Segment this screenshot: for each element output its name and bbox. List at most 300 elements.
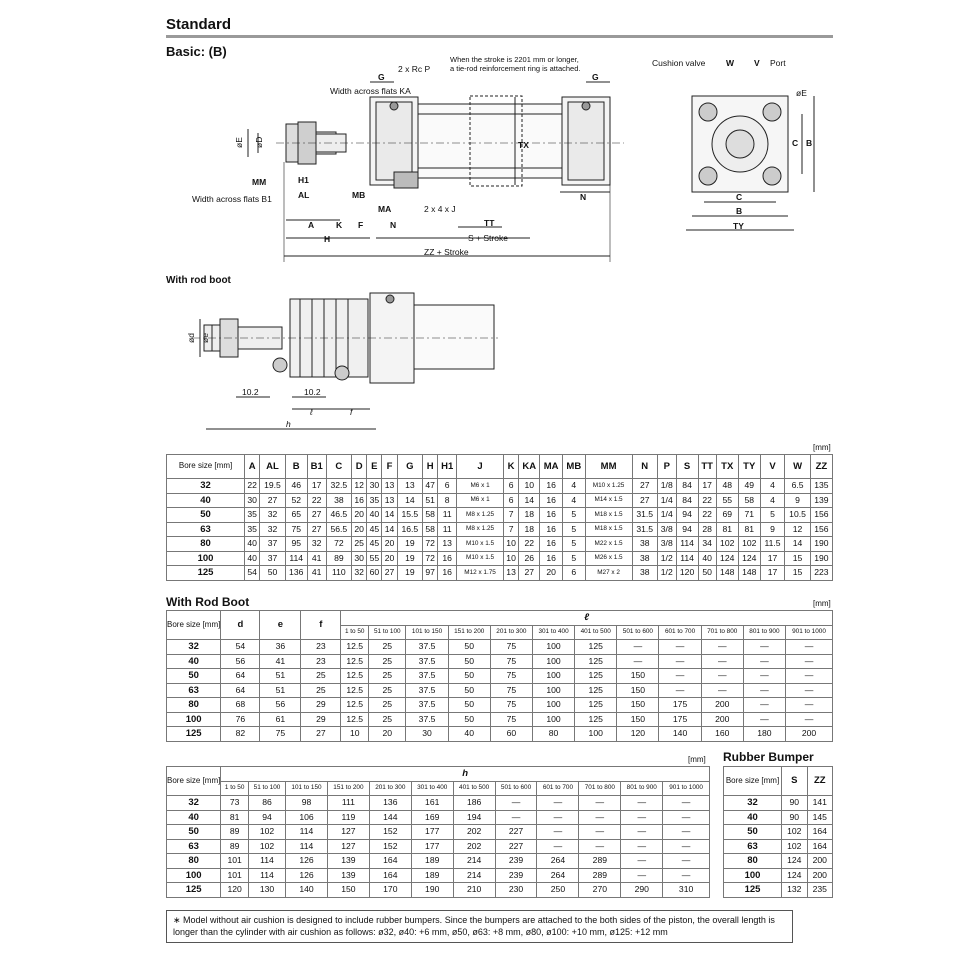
table-cell: 12.5	[341, 654, 369, 669]
label-ka: Width across flats KA	[330, 86, 411, 96]
table-cell: 89	[221, 839, 249, 854]
table-cell: 32	[307, 537, 326, 552]
table-row	[167, 839, 710, 854]
table-row	[167, 508, 833, 523]
table-cell: 190	[810, 551, 832, 566]
table-cell: 4	[562, 479, 585, 494]
table-cell: 13	[382, 493, 397, 508]
table-cell: 51	[260, 683, 301, 698]
table-cell: 47	[423, 479, 438, 494]
table-cell: 60	[367, 566, 382, 581]
h-header: h	[221, 767, 710, 782]
table-cell: —	[621, 825, 663, 840]
table-cell: 214	[453, 854, 495, 869]
h-range-header: 801 to 900	[621, 781, 663, 796]
table-cell: 102	[782, 839, 808, 854]
main-col-header-k: K	[504, 455, 519, 479]
table-cell: 189	[411, 854, 453, 869]
table-cell: 12	[352, 479, 367, 494]
table-cell: 239	[495, 854, 537, 869]
table-cell: 20	[382, 551, 397, 566]
main-col-header-a: A	[245, 455, 260, 479]
table-cell: 22	[245, 479, 260, 494]
table-cell: 27	[301, 727, 341, 742]
table-cell: 98	[286, 796, 328, 811]
table-cell: —	[701, 640, 743, 655]
table-cell: —	[743, 712, 785, 727]
table-cell: —	[537, 796, 579, 811]
table-cell: 50	[448, 698, 490, 713]
table-cell: 49	[738, 479, 760, 494]
table-cell: 14	[382, 522, 397, 537]
table-cell: 29	[301, 698, 341, 713]
table-cell: 290	[621, 883, 663, 898]
main-col-header-al: AL	[260, 455, 285, 479]
bore-cell: 80	[167, 854, 221, 869]
table-cell: 20	[369, 727, 406, 742]
table-cell: 140	[659, 727, 701, 742]
table-cell: 160	[701, 727, 743, 742]
table-cell: 69	[716, 508, 738, 523]
table-cell: 106	[286, 810, 328, 825]
bumper-zz-header: ZZ	[807, 767, 833, 796]
table-cell: 55	[716, 493, 738, 508]
table-cell: M6 x 1	[457, 493, 504, 508]
h-range-header: 601 to 700	[537, 781, 579, 796]
table-cell: —	[663, 868, 710, 883]
table-cell: —	[786, 640, 833, 655]
table-cell: 189	[411, 868, 453, 883]
table-cell: 152	[369, 825, 411, 840]
table-cell: 264	[537, 868, 579, 883]
rod-boot-label: With rod boot	[166, 275, 231, 286]
table-cell: 136	[285, 566, 307, 581]
table-cell: M18 x 1.5	[585, 508, 632, 523]
table-cell: —	[786, 669, 833, 684]
table-cell: —	[663, 796, 710, 811]
table-cell: 19	[397, 551, 422, 566]
table-cell: 110	[326, 566, 351, 581]
table-cell: 5	[760, 508, 785, 523]
main-col-header-s: S	[676, 455, 698, 479]
bore-cell: 100	[167, 551, 245, 566]
bore-cell: 125	[167, 727, 221, 742]
table-cell: 94	[676, 522, 698, 537]
table-cell: 22	[698, 508, 716, 523]
table-cell: 120	[676, 566, 698, 581]
table-cell: —	[743, 683, 785, 698]
main-col-header-d: D	[352, 455, 367, 479]
table-cell: —	[701, 683, 743, 698]
table-cell: 37.5	[406, 712, 448, 727]
table-cell: 1/8	[657, 479, 676, 494]
table-cell: 164	[807, 839, 833, 854]
table-cell: 230	[495, 883, 537, 898]
table-cell: M14 x 1.5	[585, 493, 632, 508]
table-cell: 102	[248, 825, 285, 840]
table-cell: —	[786, 654, 833, 669]
table-cell: 31.5	[632, 508, 657, 523]
table-cell: 54	[221, 640, 260, 655]
table-row	[167, 640, 833, 655]
rod-boot-table-unit: [mm]	[813, 599, 831, 608]
table-cell: 89	[326, 551, 351, 566]
table-cell: 30	[367, 479, 382, 494]
table-cell: 19	[397, 537, 422, 552]
table-cell: 89	[221, 825, 249, 840]
table-cell: —	[659, 683, 701, 698]
label-ma: MA	[378, 204, 392, 214]
bore-cell: 125	[724, 883, 782, 898]
table-cell: 13	[382, 479, 397, 494]
table-cell: 1/2	[657, 551, 676, 566]
table-row	[724, 868, 833, 883]
table-cell: 111	[327, 796, 369, 811]
label-b-bottom: B	[736, 206, 743, 216]
table-cell: 8	[438, 493, 457, 508]
label-oe: øE	[234, 137, 244, 148]
main-col-header-n: N	[632, 455, 657, 479]
h-range-header: 501 to 600	[495, 781, 537, 796]
rod-boot-range-header: 801 to 900	[743, 625, 785, 640]
table-cell: 16	[540, 508, 563, 523]
main-col-header-p: P	[657, 455, 676, 479]
table-cell: 41	[260, 654, 301, 669]
table-cell: 50	[448, 712, 490, 727]
table-cell: 54	[245, 566, 260, 581]
main-col-header-f: F	[382, 455, 397, 479]
table-cell: M18 x 1.5	[585, 522, 632, 537]
table-cell: 214	[453, 868, 495, 883]
rod-boot-range-header: 301 to 400	[532, 625, 574, 640]
table-cell: —	[617, 654, 659, 669]
table-cell: 120	[617, 727, 659, 742]
table-cell: 37	[260, 551, 285, 566]
table-cell: 13	[438, 537, 457, 552]
h-bore-header: Bore size [mm]	[167, 767, 221, 796]
label-c-bottom: C	[736, 192, 743, 202]
main-col-header-mm: MM	[585, 455, 632, 479]
basic-cylinder-drawing	[180, 52, 840, 270]
table-cell: 289	[579, 868, 621, 883]
bore-cell: 125	[167, 566, 245, 581]
table-cell: 19	[397, 566, 422, 581]
table-cell: 58	[423, 508, 438, 523]
table-cell: 50	[448, 683, 490, 698]
table-cell: 124	[782, 854, 808, 869]
table-cell: 75	[490, 654, 532, 669]
table-cell: 38	[632, 537, 657, 552]
table-cell: 41	[307, 551, 326, 566]
table-cell: —	[537, 810, 579, 825]
table-cell: 10	[504, 551, 519, 566]
table-row	[167, 727, 833, 742]
rod-boot-range-header: 901 to 1000	[786, 625, 833, 640]
table-cell: 114	[248, 854, 285, 869]
table-cell: 75	[490, 712, 532, 727]
label-zz-stroke: ZZ + Stroke	[424, 247, 469, 257]
table-cell: 40	[367, 508, 382, 523]
table-cell: M12 x 1.75	[457, 566, 504, 581]
table-cell: 75	[260, 727, 301, 742]
table-cell: M10 x 1.25	[585, 479, 632, 494]
table-cell: 164	[807, 825, 833, 840]
table-cell: 17	[307, 479, 326, 494]
table-cell: 90	[782, 810, 808, 825]
table-cell: 5	[562, 522, 585, 537]
rod-boot-range-header: 1 to 50	[341, 625, 369, 640]
main-col-header-h1: H1	[438, 455, 457, 479]
label-al: AL	[298, 190, 310, 200]
rod-boot-f-header: f	[301, 611, 341, 640]
label-l: ℓ	[310, 407, 313, 417]
table-cell: 6	[504, 493, 519, 508]
rod-boot-d-header: d	[221, 611, 260, 640]
table-cell: 75	[490, 640, 532, 655]
table-cell: —	[495, 810, 537, 825]
table-cell: 150	[617, 698, 659, 713]
label-od-boot: ød	[186, 333, 196, 343]
table-cell: 13	[504, 566, 519, 581]
table-row	[724, 839, 833, 854]
table-cell: 12.5	[341, 683, 369, 698]
h-range-header: 401 to 500	[453, 781, 495, 796]
table-cell: 127	[327, 839, 369, 854]
table-row	[724, 810, 833, 825]
table-cell: 27	[519, 566, 540, 581]
table-cell: 26	[519, 551, 540, 566]
table-cell: 132	[782, 883, 808, 898]
main-col-header-ty: TY	[738, 455, 760, 479]
table-cell: 61	[260, 712, 301, 727]
label-h1: H1	[298, 175, 309, 185]
bore-cell: 63	[167, 683, 221, 698]
table-cell: 139	[327, 854, 369, 869]
main-col-header-h: H	[423, 455, 438, 479]
table-cell: 40	[245, 537, 260, 552]
table-cell: 64	[221, 683, 260, 698]
page-title: Standard	[166, 16, 232, 33]
table-cell: 139	[327, 868, 369, 883]
table-cell: 25	[369, 654, 406, 669]
table-cell: 90	[782, 796, 808, 811]
label-h-small: h	[286, 419, 291, 429]
table-cell: 15	[785, 551, 810, 566]
table-cell: 75	[490, 683, 532, 698]
bore-cell: 32	[167, 640, 221, 655]
table-cell: 101	[221, 868, 249, 883]
table-cell: 16	[540, 551, 563, 566]
table-row	[167, 654, 833, 669]
label-oe-boot: øe	[200, 333, 210, 343]
table-cell: —	[621, 868, 663, 883]
table-cell: 34	[698, 537, 716, 552]
table-cell: —	[743, 640, 785, 655]
table-cell: 125	[575, 698, 617, 713]
bore-cell: 50	[167, 669, 221, 684]
table-cell: 102	[738, 537, 760, 552]
label-oe-end: øE	[796, 88, 807, 98]
label-n-right: N	[580, 192, 587, 202]
table-cell: 30	[406, 727, 448, 742]
label-port: Port	[770, 58, 786, 68]
table-row	[167, 479, 833, 494]
label-tt: TT	[484, 218, 495, 228]
table-cell: 152	[369, 839, 411, 854]
h-range-header: 51 to 100	[248, 781, 285, 796]
table-cell: 114	[676, 537, 698, 552]
table-row	[167, 566, 833, 581]
table-cell: —	[663, 854, 710, 869]
bumper-bore-header: Bore size [mm]	[724, 767, 782, 796]
h-range-header: 201 to 300	[369, 781, 411, 796]
table-cell: 202	[453, 825, 495, 840]
table-cell: —	[663, 839, 710, 854]
table-cell: 38	[326, 493, 351, 508]
bore-cell: 40	[724, 810, 782, 825]
table-cell: 11	[438, 522, 457, 537]
label-10-2-b: 10.2	[304, 387, 321, 397]
table-cell: 94	[676, 508, 698, 523]
table-cell: 50	[448, 669, 490, 684]
table-cell: —	[659, 640, 701, 655]
label-tx: TX	[518, 140, 529, 150]
table-cell: 223	[810, 566, 832, 581]
label-k: K	[336, 220, 343, 230]
bore-cell: 50	[724, 825, 782, 840]
table-cell: 102	[248, 839, 285, 854]
table-cell: 19.5	[260, 479, 285, 494]
table-cell: 100	[532, 640, 574, 655]
label-od: øD	[254, 136, 264, 148]
table-cell: —	[621, 839, 663, 854]
label-a: A	[308, 220, 315, 230]
label-10-2-a: 10.2	[242, 387, 259, 397]
table-cell: 46	[285, 479, 307, 494]
table-cell: 14	[397, 493, 422, 508]
table-cell: 36	[260, 640, 301, 655]
table-cell: 150	[327, 883, 369, 898]
table-cell: 148	[716, 566, 738, 581]
bore-cell: 100	[167, 868, 221, 883]
table-cell: 20	[382, 537, 397, 552]
main-col-header-b: B	[285, 455, 307, 479]
h-range-header: 101 to 150	[286, 781, 328, 796]
table-cell: 16	[438, 551, 457, 566]
table-cell: 84	[676, 479, 698, 494]
label-f-small: f	[350, 407, 353, 417]
table-cell: 20	[540, 566, 563, 581]
table-cell: 81	[221, 810, 249, 825]
table-cell: 37.5	[406, 698, 448, 713]
table-cell: 11	[438, 508, 457, 523]
bore-cell: 40	[167, 493, 245, 508]
table-cell: 76	[221, 712, 260, 727]
table-cell: —	[621, 810, 663, 825]
table-cell: 101	[221, 854, 249, 869]
table-cell: 14	[785, 537, 810, 552]
table-cell: 18	[519, 508, 540, 523]
table-cell: 25	[301, 683, 341, 698]
table-cell: 80	[532, 727, 574, 742]
table-cell: 71	[738, 508, 760, 523]
title-rule	[166, 35, 833, 38]
table-cell: 13	[397, 479, 422, 494]
label-v: V	[754, 58, 760, 68]
table-cell: —	[495, 796, 537, 811]
table-cell: 14	[519, 493, 540, 508]
bore-cell: 63	[167, 522, 245, 537]
table-cell: 239	[495, 868, 537, 883]
table-cell: 145	[807, 810, 833, 825]
label-cushion-valve: Cushion valve	[652, 58, 706, 68]
table-cell: 125	[575, 683, 617, 698]
table-cell: 37.5	[406, 654, 448, 669]
main-col-header-tx: TX	[716, 455, 738, 479]
table-cell: 50	[448, 640, 490, 655]
table-cell: 15	[785, 566, 810, 581]
table-cell: 29	[301, 712, 341, 727]
bore-cell: 80	[167, 698, 221, 713]
label-g-left: G	[378, 72, 385, 82]
table-cell: —	[617, 640, 659, 655]
table-cell: 27	[382, 566, 397, 581]
main-col-header-ma: MA	[540, 455, 563, 479]
table-cell: —	[743, 698, 785, 713]
table-cell: 9	[785, 493, 810, 508]
table-cell: 94	[248, 810, 285, 825]
table-cell: 46.5	[326, 508, 351, 523]
table-cell: 9	[760, 522, 785, 537]
rod-boot-range-header: 501 to 600	[617, 625, 659, 640]
table-cell: 124	[716, 551, 738, 566]
table-cell: 17	[760, 551, 785, 566]
table-row	[167, 683, 833, 698]
table-cell: 114	[285, 551, 307, 566]
table-cell: 12.5	[341, 712, 369, 727]
bore-cell: 32	[724, 796, 782, 811]
table-cell: —	[621, 854, 663, 869]
table-cell: 22	[307, 493, 326, 508]
table-cell: 55	[367, 551, 382, 566]
table-cell: 81	[716, 522, 738, 537]
table-cell: 16.5	[397, 522, 422, 537]
table-cell: —	[659, 654, 701, 669]
rod-boot-bore-header: Bore size [mm]	[167, 611, 221, 640]
table-cell: 1/2	[657, 566, 676, 581]
table-cell: 22	[698, 493, 716, 508]
table-cell: 68	[221, 698, 260, 713]
table-cell: 10	[504, 537, 519, 552]
bore-cell: 63	[724, 839, 782, 854]
table-cell: 35	[367, 493, 382, 508]
table-cell: 56	[260, 698, 301, 713]
table-cell: 114	[676, 551, 698, 566]
h-range-header: 701 to 800	[579, 781, 621, 796]
table-cell: 50	[698, 566, 716, 581]
rod-boot-range-header: 151 to 200	[448, 625, 490, 640]
table-cell: —	[579, 796, 621, 811]
table-cell: 161	[411, 796, 453, 811]
table-cell: 12	[785, 522, 810, 537]
table-cell: 6	[504, 479, 519, 494]
table-cell: 12.5	[341, 698, 369, 713]
table-row	[167, 698, 833, 713]
rod-boot-drawing	[180, 285, 500, 433]
table-cell: 50	[448, 654, 490, 669]
main-table-header	[167, 455, 833, 479]
table-cell: 125	[575, 654, 617, 669]
